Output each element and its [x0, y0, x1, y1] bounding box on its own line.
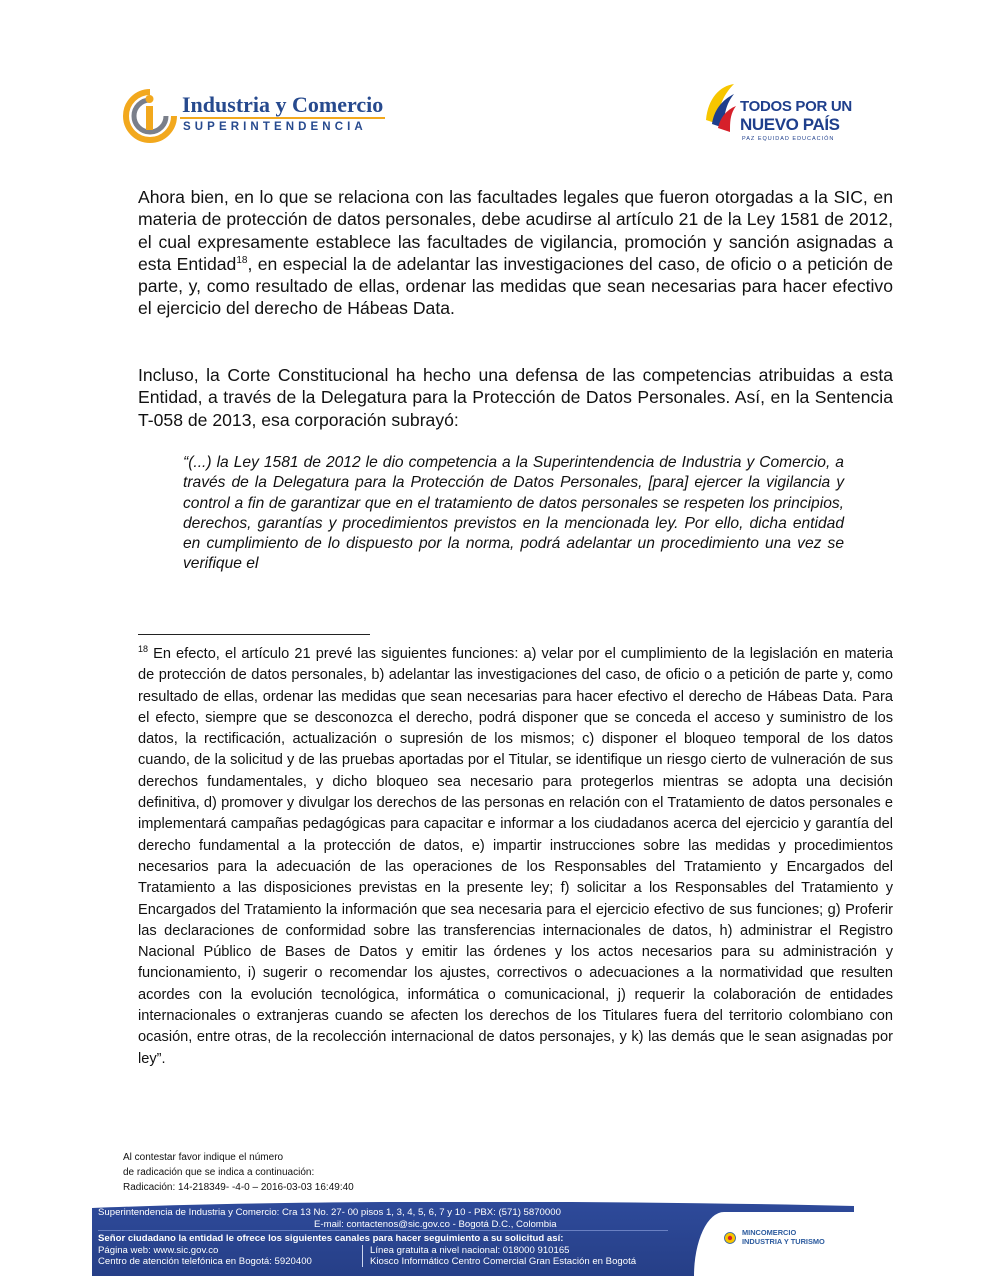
- colombia-seal-icon: [724, 1232, 736, 1244]
- sic-title: Industria y Comercio: [182, 92, 384, 117]
- sic-logo: [122, 86, 402, 146]
- sic-emblem-icon: [122, 88, 178, 144]
- paragraph-corte-constitucional: Incluso, la Corte Constitucional ha hecho una defensa de las competencias atribuidas a esta Entidad, a través de la Delegatura para la Protección de Datos Personales. Así, en la Sentencia T-058 de 2013, esa corporación subrayó:: [138, 365, 893, 430]
- radicado-line1: Al contestar favor indique el número: [123, 1152, 284, 1163]
- footnote-number: 18: [138, 644, 149, 655]
- footer-website[interactable]: Página web: www.sic.gov.co: [98, 1245, 219, 1256]
- colombia-flag-ribbon-icon: [700, 80, 744, 144]
- footer-channels-title: Señor ciudadano la entidad le ofrece los siguientes canales para hacer seguimiento a su solicitud así:: [98, 1233, 564, 1244]
- sic-subtitle: SUPERINTENDENCIA: [183, 121, 367, 133]
- footnote: [138, 644, 893, 1070]
- footer-phone: Centro de atención telefónica en Bogotá: 5920400: [98, 1256, 312, 1267]
- sic-divider: [180, 117, 385, 119]
- mincomercio-line1: MINCOMERCIO: [742, 1228, 797, 1237]
- gov-slogan-line3: PAZ EQUIDAD EDUCACIÓN: [742, 136, 835, 142]
- radicado-number: Radicación: 14-218349- -4-0 – 2016-03-03 16:49:40: [123, 1182, 354, 1193]
- mincomercio-line2: INDUSTRIA Y TURISMO: [742, 1236, 825, 1246]
- footnote-reference: 18: [236, 255, 248, 267]
- footer-address: Superintendencia de Industria y Comercio: Cra 13 No. 27- 00 pisos 1, 3, 4, 5, 6, 7 y 10 - PBX: (571) 5870000: [98, 1207, 561, 1218]
- block-quote: “(...) la Ley 1581 de 2012 le dio competencia a la Superintendencia de Industria y Comercio, a través de la Delegatura para la Protección de Datos Personales, [para] ejercer la vigilancia y control a fin de garantizar que en el tratamiento de datos personales se respeten los principios, derechos, garantías y procedimientos previstos en la mencionada ley. Por ello, dicha entidad en cumplimiento de lo dispuesto por la norma, podrá adelantar un procedimiento una vez se verifique el: [183, 454, 844, 573]
- gov-slogan-line2: NUEVO PAÍS: [740, 115, 840, 134]
- footer-free-line: Línea gratuita a nivel nacional: 018000 910165: [370, 1245, 570, 1256]
- footer-email: E-mail: contactenos@sic.gov.co - Bogotá D.C., Colombia: [314, 1219, 557, 1230]
- gov-slogan-line1: TODOS POR UN: [740, 98, 852, 115]
- footnote-text: En efecto, el artículo 21 prevé las siguientes funciones: a) velar por el cumplimiento de la legislación en materia de protección de datos personales, b) adelantar las investigaciones del caso, de oficio o a petición de parte y, como resultado de ellas, ordenar las medidas que sean necesarias para hacer efectivo el derecho de Hábeas Data. Para el efecto, siempre que se desconozca el derecho, podrá disponer que se conceda el acceso y suministro de los datos, la rectificación, actualización o supresión de los mismos; c) disponer el bloqueo temporal de los datos cuando, de la solicitud y de las pruebas aportadas por el Titular, se identifique un riesgo cierto de vulneración de sus derechos fundamentales, y dicho bloqueo sea necesario para protegerlos mientras se adopta una decisión definitiva, d) promover y divulgar los derechos de las personas en relación con el Tratamiento de datos personales e implementará campañas pedagógicas para capacitar e informar a los ciudadanos acerca del ejercicio y garantía del derecho fundamental a la protección de datos, e) impartir instrucciones sobre las medidas y procedimientos necesarios para la adecuación de las operaciones de los Responsables del Tratamiento y Encargados del Tratamiento a las disposiciones previstas en la presente ley; f) solicitar a los Responsables del Tratamiento y Encargados del Tratamiento la información que sea necesaria para el ejercicio efectivo de sus funciones; g) Proferir las declaraciones de conformidad sobre las transferencias internacionales de datos, h) administrar el Registro Nacional Público de Bases de Datos y emitir las órdenes y los actos necesarios para su administración y funcionamiento, i) sugerir o recomendar los ajustes, correctivos o adecuaciones a la normatividad que resulten acordes con la evolución tecnológica, informática o comunicacional, j) requerir la colaboración de entidades internacionales o extranjeras cuando se afecten los derechos de los Titulares fuera del territorio colombiano con ocasión, entre otras, de la recolección internacional de datos personajes, y k) las demás que le sean asignadas por ley”.: [138, 646, 893, 1067]
- paragraph-facultades-text-1: Ahora bien, en lo que se relaciona con las facultades legales que fueron otorgadas a la SIC, en materia de protección de datos personales, debe acudirse al artículo 21 de la Ley 1581 de 2012, el cual expresamente establece las facultades de vigilancia, promoción y sanción asignadas a esta Entidad: [138, 187, 893, 274]
- footnote-divider: [138, 634, 370, 635]
- footer-column-divider: [362, 1245, 363, 1267]
- paragraph-facultades-text-2: , en especial la de adelantar las investigaciones del caso, de oficio o a petición de parte, y, como resultado de ellas, ordenar las medidas que sean necesarias para hacer efectivo el ejercicio del derecho de Hábeas Data.: [138, 253, 893, 319]
- radicado-line2: de radicación que se indica a continuación:: [123, 1167, 315, 1178]
- gov-logo: [700, 80, 850, 146]
- footer-kiosk: Kiosco Informático Centro Comercial Gran Estación en Bogotá: [370, 1256, 637, 1267]
- mincomercio-logo: [724, 1228, 844, 1250]
- paragraph-facultades: [138, 186, 893, 320]
- mincomercio-text: [742, 1229, 825, 1246]
- radicado-block: [123, 1150, 354, 1195]
